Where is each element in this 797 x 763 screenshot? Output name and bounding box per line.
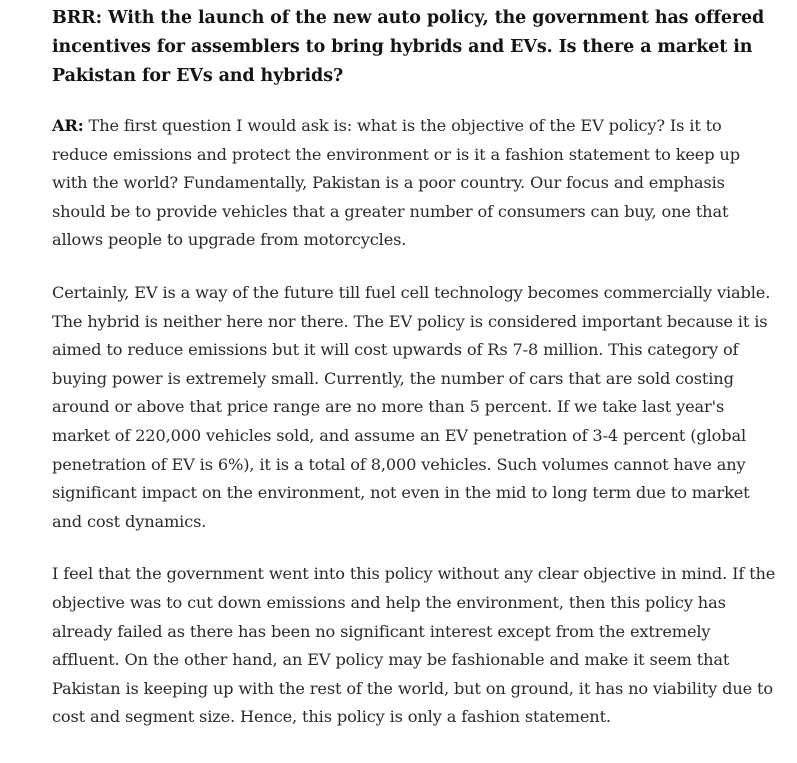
interview-question — [52, 4, 778, 91]
answer-paragraph-3: I feel that the government went into this policy without any clear objective in mind. If the objective was to cut down emissions and help the environment, then this policy has already failed as there has been no significant interest except from the extremely affluent. On the other hand, an EV policy may be fashionable and make it seem that Pakistan is keeping up with the rest of the world, but on ground, it has no viability due to cost and segment size. Hence, this policy is only a fashion statement. — [52, 564, 776, 727]
answer-speaker: AR: — [52, 116, 84, 135]
question-text: With the launch of the new auto policy, the government has offered incentives for assemblers to bring hybrids and EVs. Is there a market in Pakistan for EVs and hybrids? — [52, 8, 765, 86]
answer-paragraph-1 — [52, 112, 778, 255]
answer-paragraph-1-text: The first question I would ask is: what is the objective of the EV policy? Is it to reduce emissions and protect the environment or is it a fashion statement to keep up with the world? Fundamentally, Pakistan is a poor country. Our focus and emphasis should be to provide vehicles that a greater number of consumers can buy, one that allows people to upgrade from motorcycles. — [52, 116, 740, 250]
interview-article — [52, 4, 778, 732]
question-speaker: BRR: — [52, 8, 102, 28]
answer-paragraph-2: Certainly, EV is a way of the future till fuel cell technology becomes commercially viable. The hybrid is neither here nor there. The EV policy is considered important because it is aimed to reduce emissions but it will cost upwards of Rs 7-8 million. This category of buying power is extremely small. Currently, the number of cars that are sold costing around or above that price range are no more than 5 percent. If we take last year's market of 220,000 vehicles sold, and assume an EV penetration of 3-4 percent (global penetration of EV is 6%), it is a total of 8,000 vehicles. Such volumes cannot have any significant impact on the environment, not even in the mid to long term due to market and cost dynamics. — [52, 282, 771, 531]
